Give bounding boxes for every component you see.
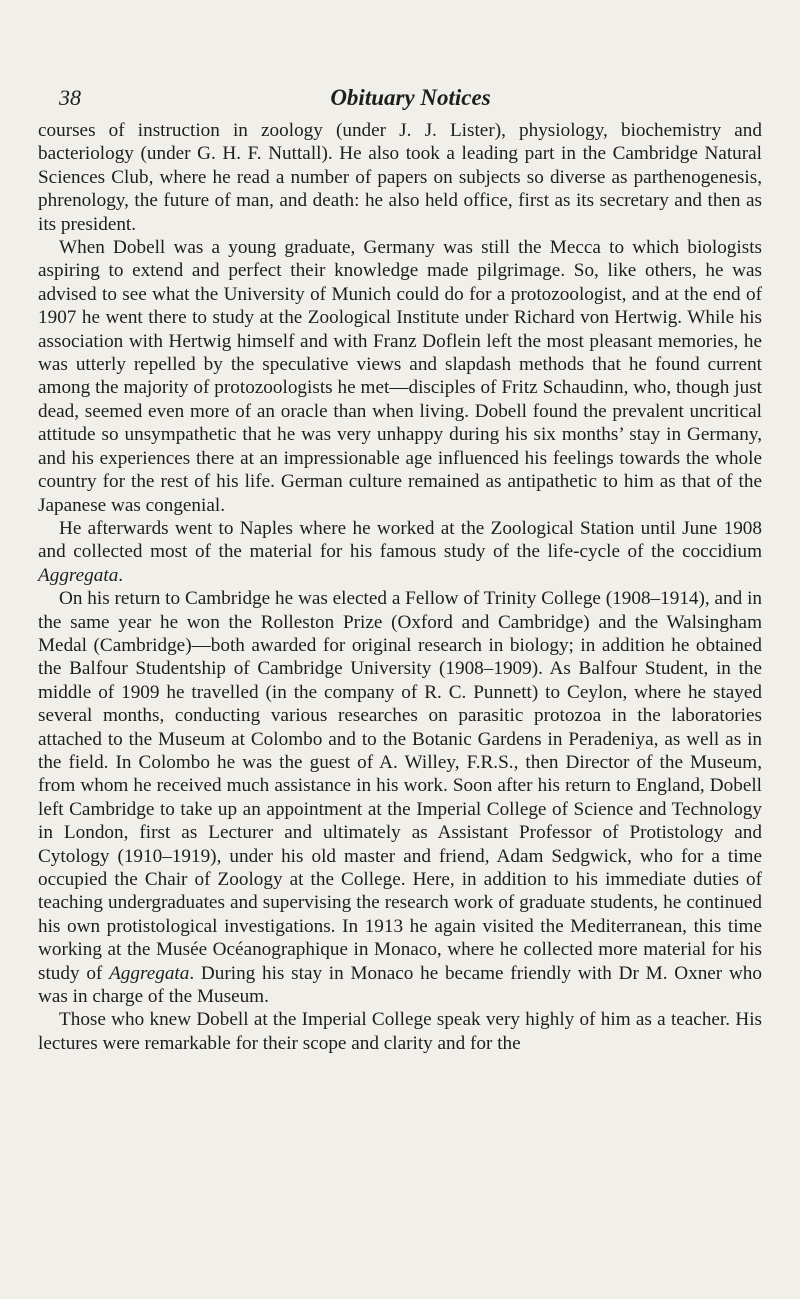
paragraph: Those who knew Dobell at the Imperial College speak very highly of him as a teacher. His lectures were remarkable for their scope and clarity and for the xyxy=(38,1009,762,1054)
paragraph-text: . During his stay in Monaco he became friendly with Dr M. Oxner who was in charge of the Museum. xyxy=(38,962,762,1008)
paragraph xyxy=(38,587,762,1008)
body-text xyxy=(38,119,762,1055)
running-title: Obituary Notices xyxy=(330,85,491,110)
paragraph: When Dobell was a young graduate, Germany was still the Mecca to which biologists aspiring to extend and perfect their knowledge made pilgrimage. So, like others, he was advised to see what the University of Munich could do for a protozoologist, and at the end of 1907 he went there to study at the Zoological Institute under Richard von Hertwig. While his association with Hertwig himself and with Franz Doflein left the most pleasant memories, he was utterly repelled by the speculative views and slapdash methods that he found current among the majority of protozoologists he met—disciples of Fritz Schaudinn, who, though just dead, seemed even more of an oracle than when living. Dobell found the prevalent uncritical attitude so unsympathetic that he was very unhappy during his six months’ stay in Germany, and his experiences there at an impressionable age influenced his feelings towards the whole country for the rest of his life. German culture remained as antipathetic to him as that of the Japanese was congenial. xyxy=(38,237,762,516)
paragraph-text: . xyxy=(118,564,124,586)
paragraph-text: He afterwards went to Naples where he worked at the Zoological Station until June 1908 and collected most of the material for his famous study of the life-cycle of the coccidium xyxy=(38,517,762,563)
paragraph xyxy=(38,517,762,587)
genus-name: Aggregata xyxy=(109,962,190,984)
page-number: 38 xyxy=(59,85,81,110)
genus-name: Aggregata xyxy=(38,564,119,586)
paragraph-text: On his return to Cambridge he was elected a Fellow of Trinity College (1908–1914), and in the same year he won the Rolleston Prize (Oxford and Cambridge) and the Walsingham Medal (Cambridge)—both awarded for original research in biology; in addition he obtained the Balfour Studentship of Cambridge University (1908–1909). As Balfour Student, in the middle of 1909 he travelled (in the company of R. C. Punnett) to Ceylon, where he stayed several months, conducting various researches on parasitic protozoa in the laboratories attached to the Museum at Colombo and to the Botanic Gardens in Peradeniya, as well as in the field. In Colombo he was the guest of A. Willey, F.R.S., then Director of the Museum, from whom he received much assistance in his work. Soon after his return to England, Dobell left Cambridge to take up an appointment at the Imperial College of Science and Technology in London, first as Lecturer and ultimately as Assistant Professor of Protistology and Cytology (1910–1919), under his old master and friend, Adam Sedgwick, who for a time occupied the Chair of Zoology at the College. Here, in addition to his immediate duties of teaching undergraduates and supervising the research work of graduate students, he continued his own protistological investigations. In 1913 he again visited the Mediterranean, this time working at the Musée Océanographique in Monaco, where he collected more material for his study of xyxy=(38,588,762,984)
page-header xyxy=(59,80,762,116)
paragraph: courses of instruction in zoology (under J. J. Lister), physiology, biochemistry and bacteriology (under G. H. F. Nuttall). He also took a leading part in the Cambridge Natural Sciences Club, where he read a number of papers on subjects so diverse as parthenogenesis, phrenology, the future of man, and death: he also held office, first as its secretary and then as its president. xyxy=(38,120,762,235)
